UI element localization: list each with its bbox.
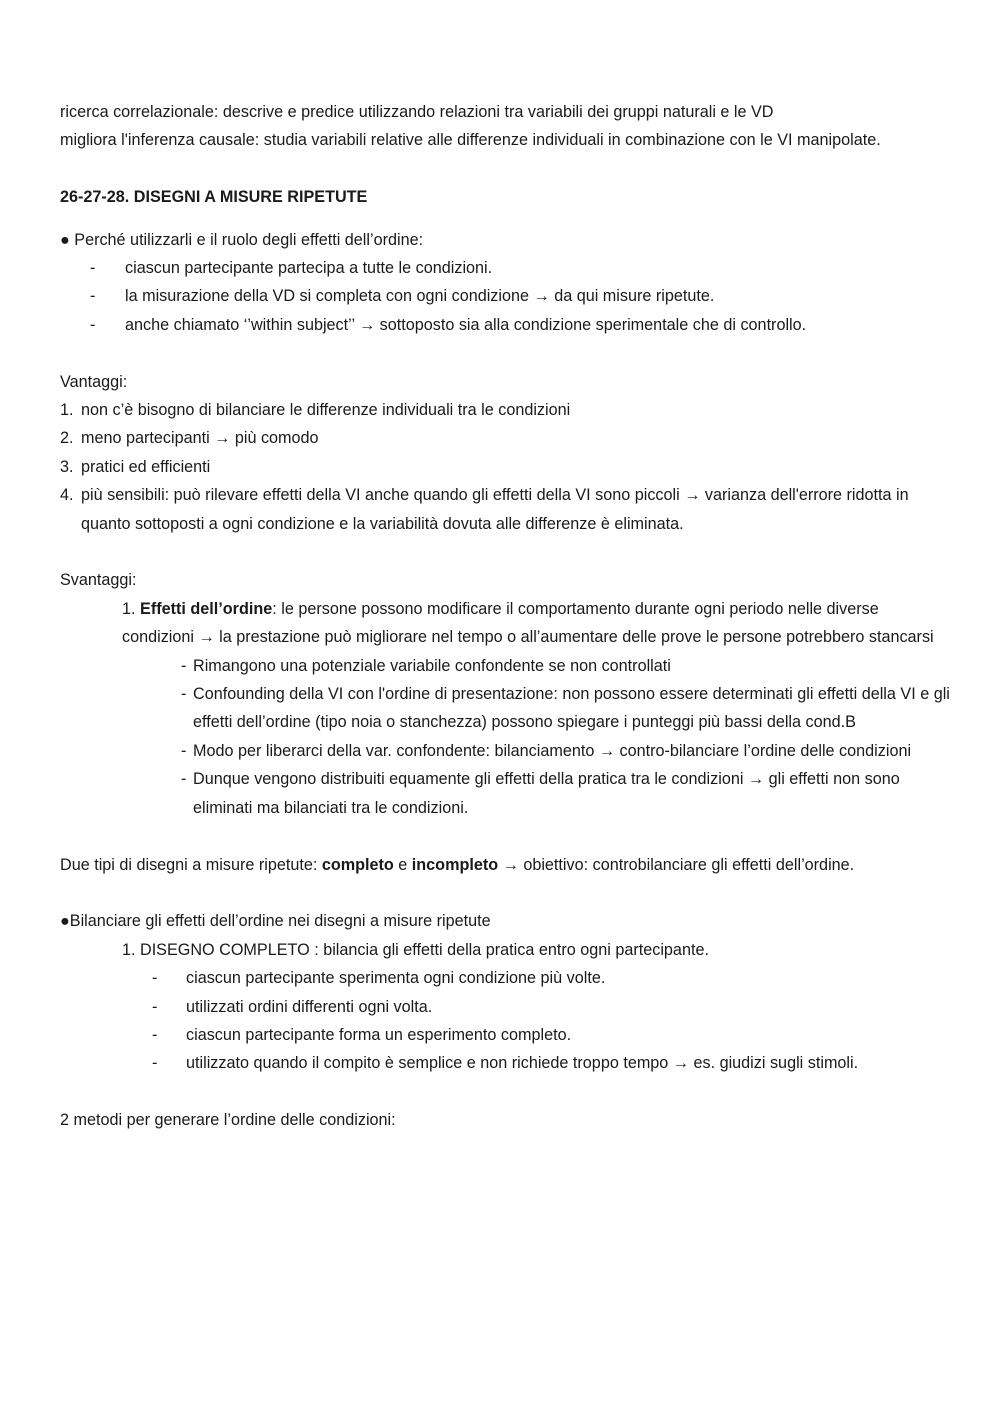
disegno-completo-item: 1. DISEGNO COMPLETO : bilancia gli effetti della pratica entro ogni partecipante. (122, 940, 709, 959)
item-text: più sensibili: può rilevare effetti della VI anche quando gli effetti della VI sono piccoli → varianza dell'errore ridotta in quanto sottoposti a ogni condizione e la variabilità dovuta alle differenze è eliminata. (81, 486, 909, 533)
bullet-dash: - (152, 997, 158, 1016)
document-page (60, 98, 950, 1135)
due-tipi-paragraph (60, 851, 950, 879)
list-item-text: anche chiamato ‘’within subject’’ → sottoposto sia alla condizione sperimentale che di controllo. (125, 315, 807, 334)
numbered-item (60, 424, 950, 452)
sub-item (60, 765, 950, 822)
item-text: non c’è bisogno di bilanciare le differenze individuali tra le condizioni (81, 401, 571, 420)
item-number: 4. (60, 486, 74, 505)
list-item (60, 964, 950, 992)
bullet-dash: - (90, 287, 96, 306)
bullet-dash: - (152, 1025, 158, 1044)
bullet-dash: - (90, 315, 96, 334)
sub-item (60, 737, 950, 765)
sub-marker: - (181, 741, 187, 760)
bullet-dash: - (90, 259, 96, 278)
bilanciare-heading: ●Bilanciare gli effetti dell’ordine nei disegni a misure ripetute (60, 912, 491, 931)
item-text: meno partecipanti → più comodo (81, 429, 319, 448)
sub-item-text: Modo per liberarci della var. confondente: bilanciamento → contro-bilanciare l’ordine delle condizioni (193, 741, 912, 760)
numbered-item (60, 481, 950, 538)
list-item-text: ciascun partecipante sperimenta ogni condizione più volte. (186, 969, 606, 988)
intro-line-correlazionale: ricerca correlazionale: descrive e predice utilizzando relazioni tra variabili dei gruppi naturali e le VD (60, 103, 774, 121)
text-span: → obiettivo: controbilanciare gli effetti dell’ordine. (498, 855, 855, 874)
sub-item (60, 652, 950, 680)
incompleto-term: incompleto (411, 855, 499, 874)
metodi-line: 2 metodi per generare l’ordine delle condizioni: (60, 1111, 396, 1130)
numbered-item (60, 396, 950, 424)
list-item-text: la misurazione della VD si completa con ogni condizione → da qui misure ripetute. (125, 287, 715, 306)
list-item (60, 1049, 950, 1077)
completo-term: completo (321, 855, 394, 874)
sub-item-text: Confounding della VI con l'ordine di presentazione: non possono essere determinati gli effetti della VI e gli effetti dell’ordine (tipo noia o stanchezza) possono spiegare i punteggi più bassi della cond.B (193, 685, 950, 732)
list-item (60, 254, 950, 282)
item-text: : le persone possono modificare il comportamento durante ogni periodo nelle diverse condizioni → la prestazione può migliorare nel tempo o all’aumentare delle prove le persone potrebbero stancarsi (122, 599, 934, 647)
sub-marker: - (181, 656, 187, 675)
bullet-dash: - (152, 969, 158, 988)
sub-marker: - (181, 685, 187, 704)
bullet-dash: - (152, 1054, 158, 1073)
list-item (60, 311, 950, 339)
vantaggi-heading: Vantaggi: (60, 372, 128, 391)
sub-marker: - (181, 770, 187, 789)
text-span: Due tipi di disegni a misure ripetute: (60, 855, 322, 874)
item-number: 2. (60, 429, 74, 448)
svantaggi-heading: Svantaggi: (60, 571, 137, 590)
list-item (60, 993, 950, 1021)
item-number: 3. (60, 457, 74, 476)
numbered-item (60, 453, 950, 481)
effetti-ordine-term: Effetti dell’ordine (140, 599, 273, 618)
list-item-text: ciascun partecipante forma un esperimento completo. (186, 1025, 572, 1044)
list-item-text: ciascun partecipante partecipa a tutte le condizioni. (125, 259, 493, 278)
item-number: 1. (122, 599, 136, 618)
list-item (60, 1021, 950, 1049)
text-span: e (393, 855, 412, 874)
item-text: pratici ed efficienti (81, 457, 211, 476)
list-item-text: utilizzati ordini differenti ogni volta. (186, 997, 433, 1016)
list-item-text: utilizzato quando il compito è semplice e non richiede troppo tempo → es. giudizi sugli stimoli. (186, 1054, 859, 1073)
item-number: 1. (60, 401, 74, 420)
sub-item-text: Dunque vengono distribuiti equamente gli effetti della pratica tra le condizioni → gli effetti non sono eliminati ma bilanciati tra le condizioni. (193, 770, 900, 817)
section-title: 26-27-28. DISEGNI A MISURE RIPETUTE (60, 188, 368, 207)
svantaggi-item (60, 595, 950, 652)
why-heading: ● Perché utilizzarli e il ruolo degli effetti dell’ordine: (60, 230, 424, 249)
sub-item (60, 680, 950, 737)
list-item (60, 282, 950, 310)
intro-line-inferenza: migliora l'inferenza causale: studia variabili relative alle differenze individuali in combinazione con le VI manipolate. (60, 131, 881, 150)
sub-item-text: Rimangono una potenziale variabile confondente se non controllati (193, 656, 671, 675)
